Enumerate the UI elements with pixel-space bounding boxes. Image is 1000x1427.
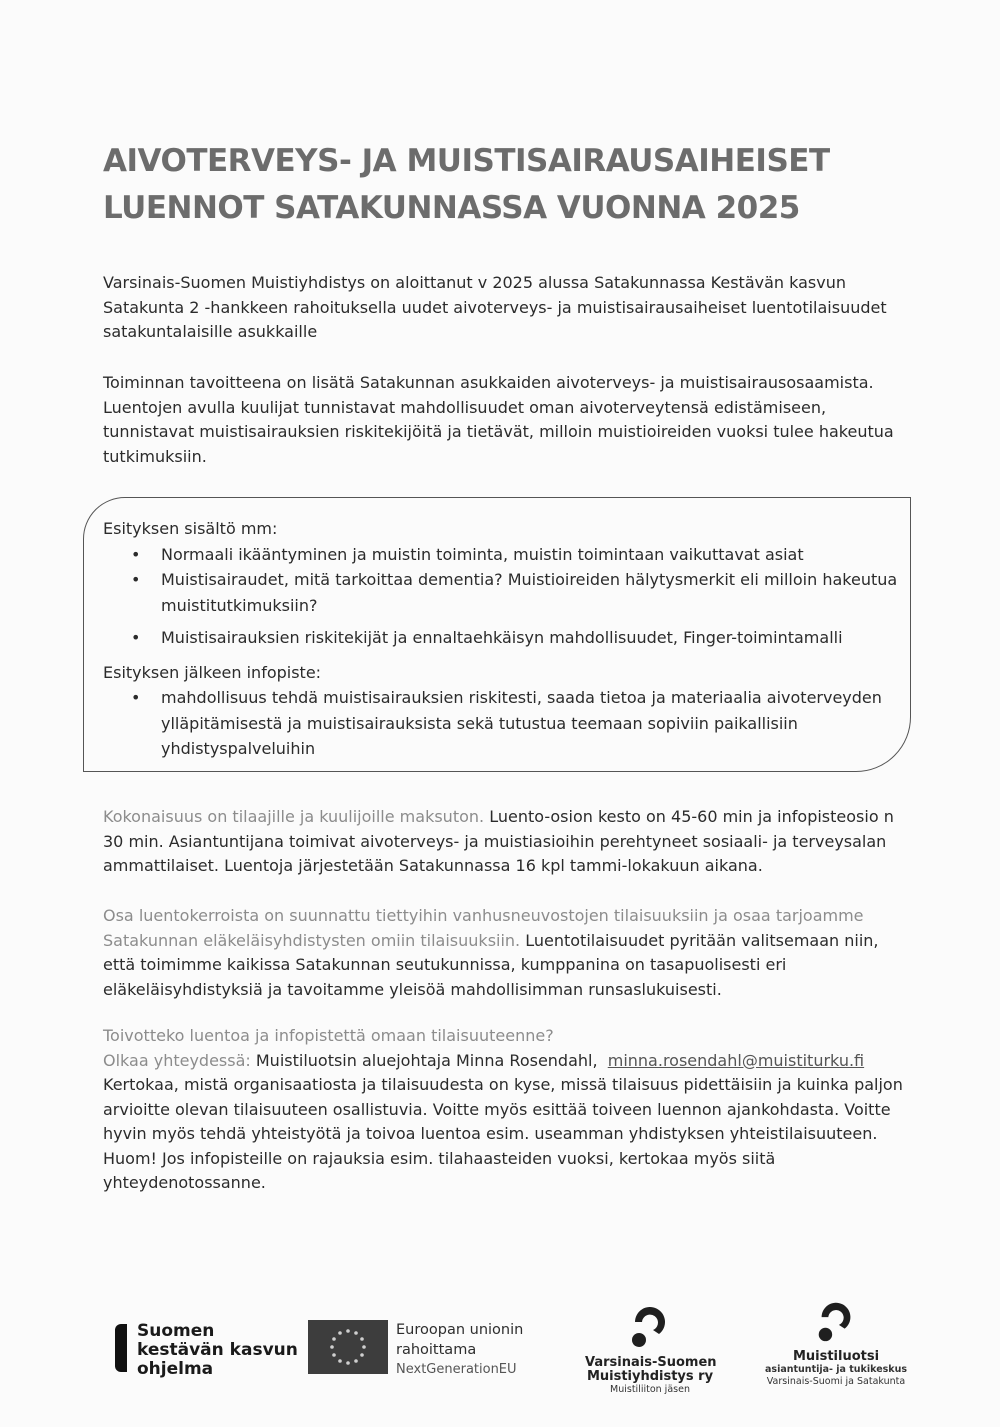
muistiluotsi-icon [812,1296,860,1346]
email-link[interactable]: minna.rosendahl@muistiturku.fi [607,1050,865,1070]
list-item: • Normaali ikääntyminen ja muistin toiminta, muistin toimintaan vaikuttavat asiat [161,542,903,568]
cost-text: Luento-osion kesto on 45-60 min ja infopisteosio n 30 min. Asiantuntijana toimivat aivoterveys- ja muistiasioihin perehtyneet sosiaali- ja terveysalan ammattilaiset. Luentoja järjestetään Satakunnassa 16 kpl tammi-lokakuun aikana. [103,807,894,875]
cost-paragraph [103,805,913,879]
list-item: • Muistisairaudet, mitä tarkoittaa dementia? Muistioireiden hälytysmerkit eli milloin hakeutua muistitutkimuksiin? [161,567,903,618]
eu-funding-logo: Euroopan unionin rahoittama NextGenerationEU [308,1320,548,1380]
audience-paragraph [103,904,913,1002]
content-list [103,542,903,651]
eu-flag-icon [308,1320,388,1374]
logo-row [0,1300,1000,1410]
list-item: • Muistisairauksien riskitekijät ja ennaltaehkäisyn mahdollisuudet, Finger-toimintamalli [161,625,903,651]
contact-label: Olkaa yhteydessä: [103,1050,251,1070]
suomen-kestavan-kasvun-logo: Suomen kestävän kasvun ohjelma [115,1322,305,1382]
contact-section [103,1024,913,1196]
muistiluotsi-logo: Muistiluotsi asiantuntija- ja tukikeskus Varsinais-Suomi ja Satakunta [765,1296,907,1388]
contact-body: Kertokaa, mistä organisaatiosta ja tilaisuudesta on kyse, missä tilaisuus pidettäisiin ja kuinka paljon arvioitte olevan tilaisuuteen osallistuvia. Voitte myös esittää toiveen luennon ajankohdasta. Voitte hyvin myös tehdä yhteistyötä ja toivoa luentoa esim. useamman yhdistyksen yhteistilaisuuteen. Huom! Jos infopisteille on rajauksia esim. tilahaasteiden vuoksi, kertokaa myös siitä yhteydenotossanne. [103,1075,903,1192]
cost-highlight: Kokonaisuus on tilaajille ja kuulijoille maksuton. [103,807,485,826]
content-box-text [103,516,903,762]
contact-line [103,1049,913,1074]
contact-person: Muistiluotsin aluejohtaja Minna Rosendahl, [250,1050,598,1070]
audience-text: Luentotilaisuudet pyritään valitsemaan niin, että toimimme kaikissa Satakunnan seutukunnissa, kumppanina on tasapuolisesti eri eläkeläisyhdistyksiä ja tavoitamme yleisöä mahdollisimman runsaslukuisesti. [103,930,879,999]
vs-muistiyhdistys-logo: Varsinais-Suomen Muistiyhdistys ry Muistiliiton jäsen [585,1300,715,1396]
content-heading: Esityksen sisältö mm: [103,519,278,538]
contact-question: Toivotteko luentoa ja infopistettä omaan tilaisuuteenne? [103,1026,554,1045]
list-item: • mahdollisuus tehdä muistisairauksien riskitesti, saada tietoa ja materiaalia aivoterveyden ylläpitämisestä ja muistisairauksista sekä tutustua teemaan sopiviin paikallisiin yhdistyspalveluihin [161,685,903,762]
infopoint-heading: Esityksen jälkeen infopiste: [103,662,322,682]
infopoint-list [103,685,903,762]
title-line-1: AIVOTERVEYS- JA MUISTISAIRAUSAIHEISET [103,143,830,179]
page-title [103,138,963,232]
audience-highlight: Osa luentokerroista on suunnattu tiettyihin vanhusneuvostojen tilaisuuksiin ja osaa tarjoamme Satakunnan eläkeläisyhdistysten omiin tilaisuuksiin. [103,906,864,950]
goal-paragraph: Toiminnan tavoitteena on lisätä Satakunnan asukkaiden aivoterveys- ja muistisairausosaamista. Luentojen avulla kuulijat tunnistavat mahdollisuudet oman aivoterveytensä edistämiseen, tunnistavat muistisairauksien riskitekijöitä ja tietävät, milloin muistioireiden vuoksi tulee hakeutua tutkimuksiin. [103,373,894,466]
title-line-2: LUENNOT SATAKUNNASSA VUONNA 2025 [103,190,800,226]
muistiyhdistys-icon [625,1300,675,1352]
intro-paragraph: Varsinais-Suomen Muistiyhdistys on aloittanut v 2025 alussa Satakunnassa Kestävän kasvun Satakunta 2 -hankkeen rahoituksella uudet aivoterveys- ja muistisairausaiheiset luentotilaisuudet satakuntalaisille asukkaille [103,273,887,341]
sk-mark-icon [115,1324,127,1372]
